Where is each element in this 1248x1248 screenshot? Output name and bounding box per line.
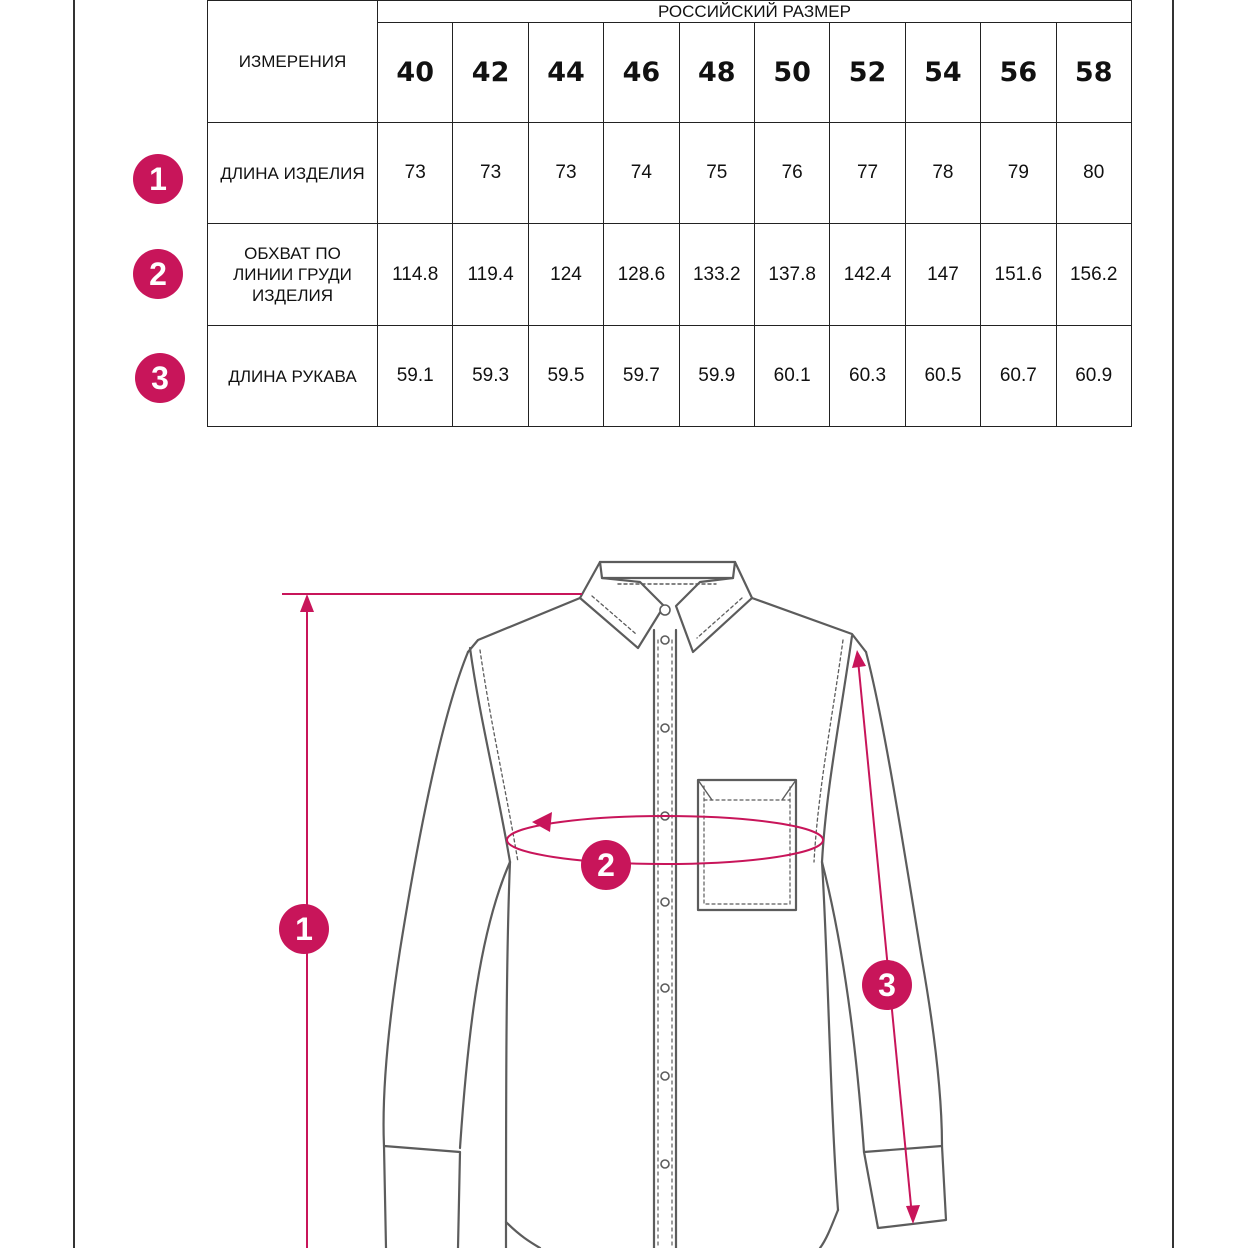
table-cell: 133.2 [679, 224, 754, 326]
button [660, 605, 670, 615]
row-badge-3: 3 [135, 353, 185, 403]
sleeve-left-inner [460, 862, 510, 1148]
button [661, 898, 669, 906]
body-left-armhole [470, 648, 510, 862]
table-cell: 80 [1056, 123, 1131, 224]
button [661, 724, 669, 732]
table-cell: 59.3 [453, 326, 528, 427]
collar-right-stitch [697, 598, 742, 638]
chest-ellipse [507, 816, 823, 864]
table-cell: 156.2 [1056, 224, 1131, 326]
table-cell: 59.7 [604, 326, 679, 427]
table-cell: 79 [981, 123, 1056, 224]
table-cell: 59.1 [378, 326, 453, 427]
shoulder-right [752, 598, 866, 652]
row-label-length: ДЛИНА ИЗДЕЛИЯ [208, 123, 378, 224]
size-46: 46 [604, 23, 679, 123]
pocket-fold [698, 780, 796, 800]
chest-arrowhead [532, 812, 552, 832]
size-58: 58 [1056, 23, 1131, 123]
row-label-sleeve: ДЛИНА РУКАВА [208, 326, 378, 427]
length-marker: 1 [279, 904, 329, 954]
size-50: 50 [754, 23, 829, 123]
table-cell: 151.6 [981, 224, 1056, 326]
table-cell: 124 [528, 224, 603, 326]
size-56: 56 [981, 23, 1056, 123]
table-cell: 60.1 [754, 326, 829, 427]
buttons [660, 605, 670, 1168]
cuff-left [384, 1146, 460, 1248]
row-label-chest: ОБХВАТ ПО ЛИНИИ ГРУДИ ИЗДЕЛИЯ [208, 224, 378, 326]
table-cell: 142.4 [830, 224, 905, 326]
measurements-header: ИЗМЕРЕНИЯ [208, 1, 378, 123]
collar-left [580, 562, 664, 648]
table-cell: 60.5 [905, 326, 980, 427]
table-cell: 76 [754, 123, 829, 224]
table-cell: 119.4 [453, 224, 528, 326]
russian-size-header: РОССИЙСКИЙ РАЗМЕР [378, 1, 1132, 23]
size-54: 54 [905, 23, 980, 123]
table-cell: 128.6 [604, 224, 679, 326]
size-42: 42 [453, 23, 528, 123]
size-52: 52 [830, 23, 905, 123]
table-cell: 73 [378, 123, 453, 224]
hem-right [820, 1210, 838, 1248]
table-cell: 73 [528, 123, 603, 224]
table-cell: 74 [604, 123, 679, 224]
cuff-right [864, 1146, 946, 1228]
button [661, 1072, 669, 1080]
table-cell: 59.9 [679, 326, 754, 427]
table-cell: 114.8 [378, 224, 453, 326]
chest-marker: 2 [581, 840, 631, 890]
sleeve-arrowhead-top [852, 650, 866, 668]
body-left-armhole-stitch [480, 650, 518, 862]
sleeve-marker: 3 [862, 960, 912, 1010]
button [661, 636, 669, 644]
collar-right [676, 562, 752, 652]
sleeve-right-outer [866, 652, 942, 1146]
sleeve-left-outer [384, 652, 468, 1146]
button [661, 1160, 669, 1168]
sleeve-arrowhead-bottom [906, 1205, 920, 1224]
pocket-stitch [704, 786, 790, 904]
row-badge-2: 2 [133, 249, 183, 299]
body-right-armhole-stitch [814, 640, 843, 862]
size-44: 44 [528, 23, 603, 123]
table-cell: 75 [679, 123, 754, 224]
hem-left [506, 1222, 540, 1248]
table-cell: 60.3 [830, 326, 905, 427]
table-cell: 73 [453, 123, 528, 224]
table-cell: 60.7 [981, 326, 1056, 427]
body-left-side [506, 862, 510, 1248]
table-cell: 147 [905, 224, 980, 326]
shoulder-left [468, 598, 580, 652]
size-40: 40 [378, 23, 453, 123]
button [661, 984, 669, 992]
table-cell: 77 [830, 123, 905, 224]
collar-stand [600, 562, 735, 578]
size-48: 48 [679, 23, 754, 123]
body-right-side [822, 862, 838, 1210]
table-cell: 60.9 [1056, 326, 1131, 427]
table-cell: 78 [905, 123, 980, 224]
table-cell: 137.8 [754, 224, 829, 326]
length-arrowhead [300, 594, 314, 612]
table-cell: 59.5 [528, 326, 603, 427]
row-badge-1: 1 [133, 154, 183, 204]
